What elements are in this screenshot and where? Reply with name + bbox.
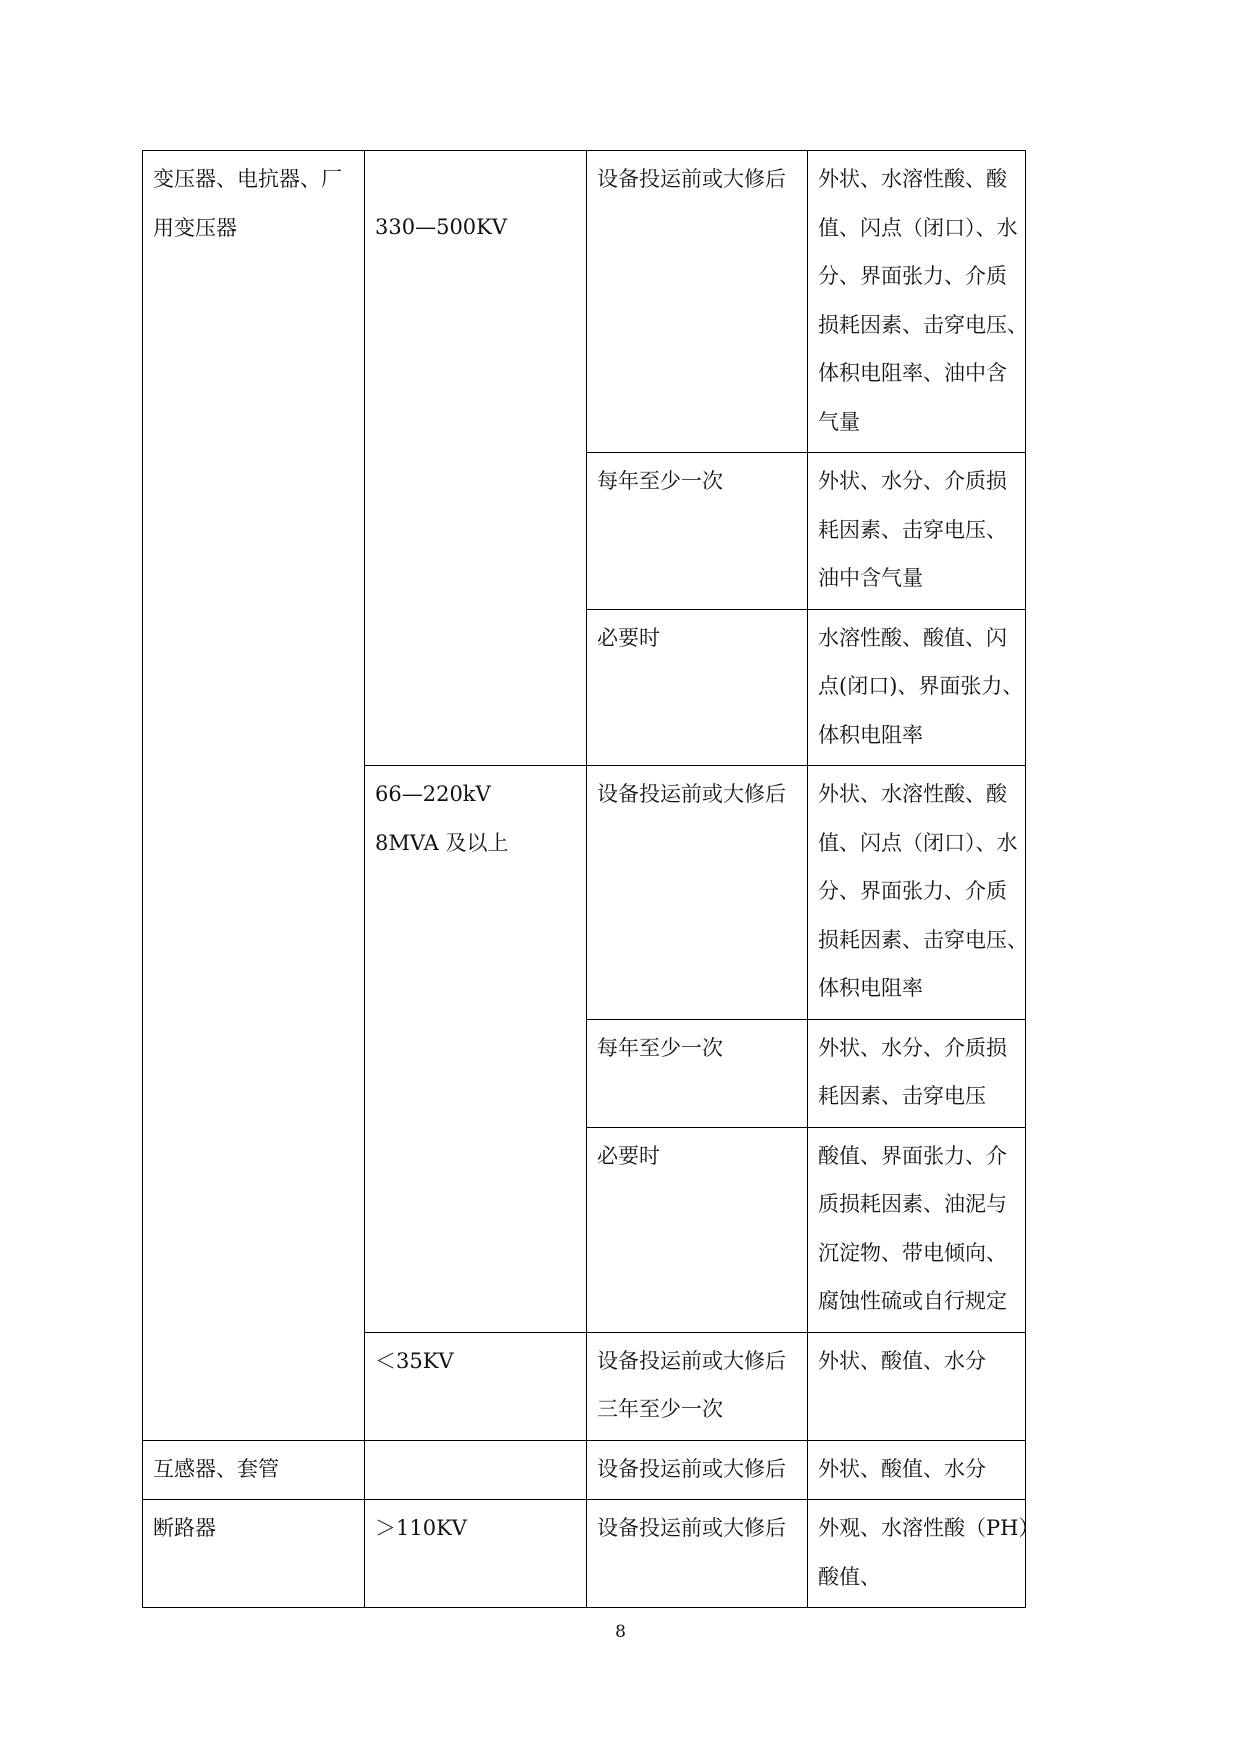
items-cell: 外状、水分、介质损 耗因素、击穿电压、 油中含气量	[808, 453, 1026, 610]
table-row	[143, 1500, 1026, 1608]
voltage-cell: ＞110KV	[365, 1500, 587, 1608]
period-cell: 必要时	[587, 609, 808, 766]
voltage-cell	[365, 1440, 587, 1500]
period-cell: 设备投运前或大修后	[587, 766, 808, 1020]
equipment-cell: 变压器、电抗器、厂 用变压器	[143, 151, 365, 1441]
items-cell: 外状、水溶性酸、酸 值、闪点（闭口）、水 分、界面张力、介质 损耗因素、击穿电压、 体积电阻率、油中含 气量	[808, 151, 1026, 453]
equipment-cell: 断路器	[143, 1500, 365, 1608]
period-cell: 每年至少一次	[587, 453, 808, 610]
period-cell: 设备投运前或大修后 三年至少一次	[587, 1332, 808, 1440]
oil-test-table	[142, 150, 1040, 1608]
period-cell: 每年至少一次	[587, 1019, 808, 1127]
voltage-cell: 66—220kV 8MVA 及以上	[365, 766, 587, 1333]
period-cell: 设备投运前或大修后	[587, 1440, 808, 1500]
page-number: 8	[615, 1622, 626, 1642]
items-cell: 酸值、界面张力、介 质损耗因素、油泥与 沉淀物、带电倾向、 腐蚀性硫或自行规定	[808, 1127, 1026, 1332]
items-cell: 外状、水分、介质损 耗因素、击穿电压	[808, 1019, 1026, 1127]
items-cell: 水溶性酸、酸值、闪 点(闭口)、界面张力、 体积电阻率	[808, 609, 1026, 766]
items-cell: 外状、酸值、水分	[808, 1332, 1026, 1440]
voltage-cell: 330—500KV	[365, 151, 587, 766]
period-cell: 设备投运前或大修后	[587, 1500, 808, 1608]
items-cell: 外状、酸值、水分	[808, 1440, 1026, 1500]
period-cell: 必要时	[587, 1127, 808, 1332]
period-cell: 设备投运前或大修后	[587, 151, 808, 453]
equipment-cell: 互感器、套管	[143, 1440, 365, 1500]
items-cell: 外状、水溶性酸、酸 值、闪点（闭口）、水 分、界面张力、介质 损耗因素、击穿电压、 体积电阻率	[808, 766, 1026, 1020]
items-cell: 外观、水溶性酸（PH） 酸值、	[808, 1500, 1026, 1608]
table-row	[143, 151, 1026, 453]
voltage-cell: ＜35KV	[365, 1332, 587, 1440]
table-row	[143, 1440, 1026, 1500]
